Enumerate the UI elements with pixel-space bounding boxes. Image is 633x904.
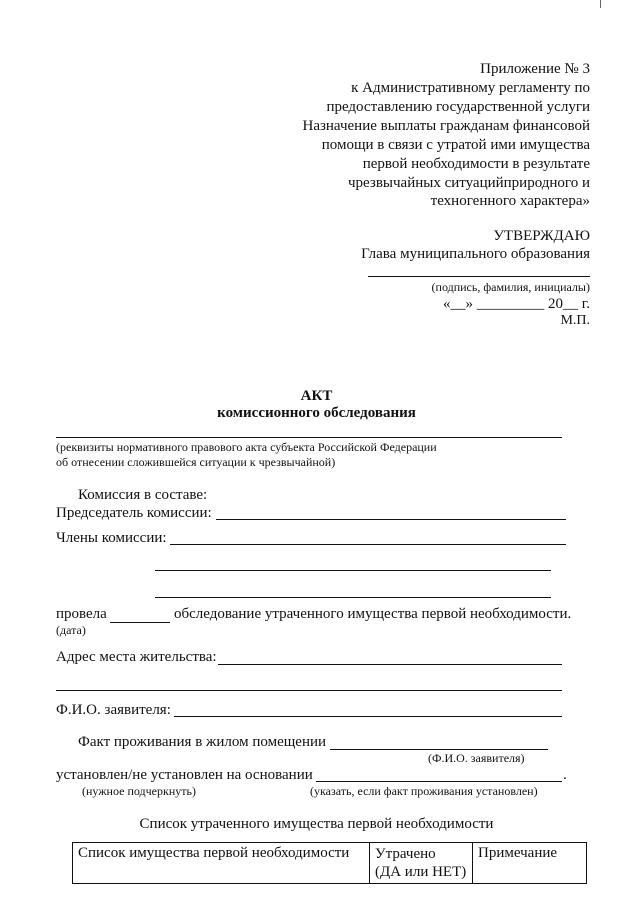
- act-title: АКТ: [300, 388, 333, 404]
- column-header-lost: [370, 843, 473, 884]
- lost-header-line: Утрачено: [375, 846, 436, 862]
- members-label: Члены комиссии:: [56, 530, 167, 546]
- appendix-line: чрезвычайных ситуацийприродного и: [348, 175, 590, 191]
- appendix-line: техногенного характера»: [430, 193, 590, 209]
- seal-label: М.П.: [560, 313, 590, 328]
- established-label: установлен/не установлен на основании: [56, 767, 313, 783]
- chairman-label: Председатель комиссии:: [56, 505, 212, 521]
- lost-header-line: (ДА или НЕТ): [375, 864, 467, 880]
- signature-caption: (подпись, фамилия, инициалы): [431, 280, 590, 294]
- table-header-row: [73, 843, 587, 884]
- approval-date[interactable]: «__» _________ 20__ г.: [443, 296, 590, 312]
- chairman-field[interactable]: [216, 519, 566, 520]
- appendix-line: к Административному регламенту по: [351, 80, 590, 96]
- date-caption: (дата): [56, 623, 86, 637]
- commission-intro: Комиссия в составе:: [78, 487, 208, 503]
- address-label: Адрес места жительства:: [56, 649, 217, 665]
- address-field[interactable]: [218, 664, 562, 665]
- requisites-line[interactable]: [56, 437, 562, 438]
- conducted-prefix: провела: [56, 606, 107, 622]
- applicant-label: Ф.И.О. заявителя:: [56, 702, 171, 718]
- address-field-continued[interactable]: [56, 690, 562, 691]
- residence-fact-label: Факт проживания в жилом помещении: [78, 734, 327, 750]
- column-header-items: Список имущества первой необходимости: [73, 843, 370, 884]
- applicant-field[interactable]: [174, 716, 562, 717]
- act-subtitle: комиссионного обследования: [217, 405, 416, 421]
- scan-corner-mark: [600, 0, 601, 8]
- appendix-line: Приложение № 3: [480, 61, 590, 77]
- member-field[interactable]: [155, 570, 551, 571]
- list-heading: Список утраченного имущества первой необходимости: [139, 816, 494, 832]
- residence-applicant-field[interactable]: [330, 749, 548, 750]
- period: .: [563, 767, 567, 783]
- requisites-caption: (реквизиты нормативного правового акта субъекта Российской Федерации: [56, 440, 437, 454]
- column-header-note: Примечание: [473, 843, 587, 884]
- appendix-line: предоставлению государственной услуги: [326, 99, 590, 115]
- specify-caption: (указать, если факт проживания установлен): [310, 784, 538, 798]
- inspection-date-field[interactable]: [110, 622, 170, 623]
- basis-field[interactable]: [316, 781, 562, 782]
- requisites-caption: об отнесении сложившейся ситуации к чрезвычайной): [56, 455, 336, 469]
- underline-caption: (нужное подчеркнуть): [82, 784, 196, 798]
- appendix-line: Назначение выплаты гражданам финансовой: [302, 118, 590, 134]
- property-table: [72, 842, 587, 884]
- conducted-suffix: обследование утраченного имущества первой необходимости.: [174, 606, 572, 622]
- appendix-line: первой необходимости в результате: [362, 156, 590, 172]
- member-field[interactable]: [170, 544, 566, 545]
- head-title: Глава муниципального образования: [361, 246, 590, 262]
- appendix-line: помощи в связи с утратой ими имущества: [321, 137, 590, 153]
- approve-label: УТВЕРЖДАЮ: [493, 228, 590, 244]
- member-field[interactable]: [155, 597, 551, 598]
- applicant-caption: (Ф.И.О. заявителя): [428, 751, 525, 765]
- signature-line[interactable]: [368, 276, 590, 277]
